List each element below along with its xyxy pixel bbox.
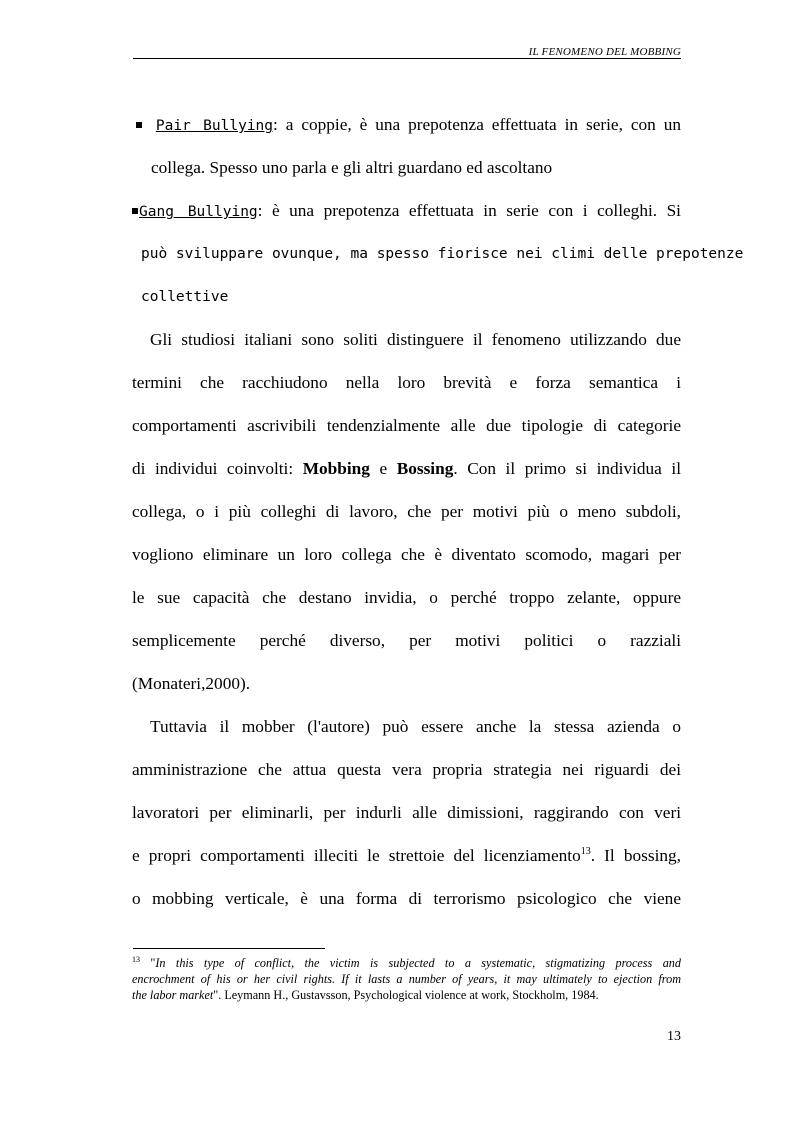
footnote-line3 (132, 988, 681, 1003)
para1-line9: (Monateri,2000). (132, 674, 251, 693)
text-run: . Con il primo si individua il (453, 459, 681, 478)
para1-line8: semplicemente perché diverso, per motivi politici o razziali (132, 631, 681, 650)
term-pair-bullying: Pair Bullying (155, 118, 274, 134)
para1-line2: termini che racchiudono nella loro brevità e forza semantica i (132, 373, 681, 392)
footnote-number: 13 (132, 954, 140, 964)
para1-line7: le sue capacità che destano invidia, o perché troppo zelante, oppure (132, 588, 681, 607)
footnote-rule (133, 948, 325, 949)
bullet-gang-text: : è una prepotenza effettuata in serie con i colleghi. Si (257, 201, 681, 220)
para1-line3: comportamenti ascrivibili tendenzialmente alle due tipologie di categorie (132, 416, 681, 435)
text-run: ". Leymann H., Gustavsson, Psychological violence at work, Stockholm, 1984. (213, 988, 599, 1002)
bullet-square-icon (136, 122, 142, 128)
para2-line5: o mobbing verticale, è una forma di terrorismo psicologico che viene (132, 889, 681, 908)
text-run: encrochment of his or her civil rights. If it lasts a number of years, it may ultimately to ejection from (132, 972, 681, 986)
running-title: IL FENOMENO DEL MOBBING (528, 46, 681, 58)
bullet-pair-line1 (136, 113, 681, 138)
term-mobbing: Mobbing (302, 459, 370, 478)
text-run: e propri comportamenti illeciti le strettoie del licenziamento (132, 846, 581, 865)
para2-line4 (132, 844, 681, 868)
footnote-line1 (132, 956, 681, 971)
header-rule (133, 58, 681, 59)
text-run: " (140, 956, 156, 970)
term-bossing: Bossing (396, 459, 454, 478)
bullet-gang-line3: collettive (141, 289, 229, 305)
text-run: the labor market (132, 988, 214, 1002)
bullet-gang-line1 (132, 199, 681, 224)
para1-line6: vogliono eliminare un loro collega che è diventato scomodo, magari per (132, 545, 681, 564)
para1-line1: Gli studiosi italiani sono soliti distinguere il fenomeno utilizzando due (150, 330, 681, 349)
text-run: In this type of conflict, the victim is subjected to a systematic, stigmatizing process and (155, 956, 681, 970)
text-run: e (369, 459, 397, 478)
para2-line2: amministrazione che attua questa vera propria strategia nei riguardi dei (132, 760, 681, 779)
term-gang-bullying: Gang Bullying (139, 204, 258, 220)
bullet-pair-line2: collega. Spesso uno parla e gli altri guardano ed ascoltano (151, 158, 553, 177)
para1-line5: collega, o i più colleghi di lavoro, che per motivi più o meno subdoli, (132, 502, 681, 521)
para2-line1: Tuttavia il mobber (l'autore) può essere anche la stessa azienda o (150, 717, 681, 736)
para1-line4 (132, 457, 681, 481)
bullet-square-icon (132, 208, 138, 214)
text-run: di individui coinvolti: (132, 459, 303, 478)
footnote-line2 (132, 972, 681, 987)
bullet-gang-line2: può svilupparе ovunque, ma spesso fiorisce nei climi delle prepotenze (141, 246, 744, 262)
para2-line3: lavoratori per eliminarli, per indurli alle dimissioni, raggirando con veri (132, 803, 681, 822)
page-number: 13 (667, 1029, 681, 1044)
footnote-ref[interactable]: 13 (580, 846, 591, 858)
text-run: . Il bossing, (590, 846, 681, 865)
bullet-pair-text: : a coppie, è una prepotenza effettuata in serie, con un (273, 115, 681, 134)
